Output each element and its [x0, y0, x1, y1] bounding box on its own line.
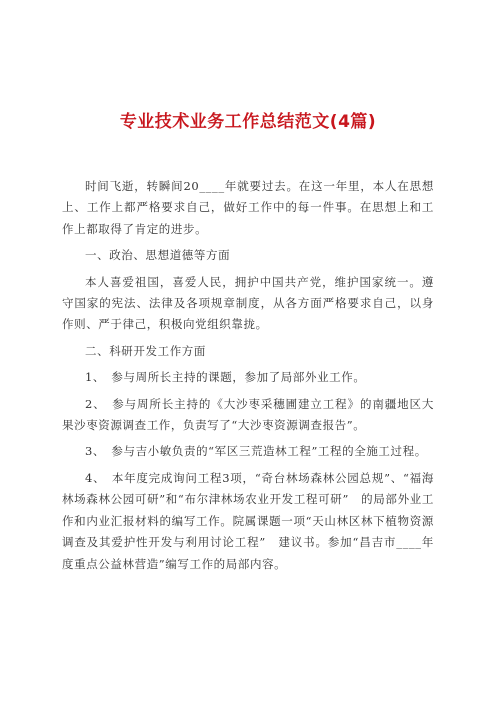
- document-title: 专业技术业务工作总结范文(4篇): [119, 112, 377, 132]
- document-body: [62, 176, 434, 580]
- list-item-2: 2、 参与周所长主持的《大沙枣采穗圃建立工程》的南疆地区大果沙枣资源调查工作，负责写了“大沙枣资源调查报告”。: [62, 396, 434, 433]
- list-item-1: 1、 参与周所长主持的课题，参加了局部外业工作。: [85, 370, 366, 385]
- paragraph-politics: 本人喜爱祖国，喜爱人民，拥护中国共产党，维护国家统一。遵守国家的宪法、法律及各项规章制度，从各方面严格要求自己，以身作则、严于律己，积极向党组织靠拢。: [62, 274, 434, 332]
- paragraph-intro: 时间飞逝，转瞬间20____年就要过去。在这一年里，本人在思想上、工作上都严格要求自己，做好工作中的每一件事。在思想上和工作上都取得了肯定的进步。: [62, 179, 434, 236]
- section-heading-politics: 一、政治、思想道德等方面: [85, 248, 231, 263]
- section-heading-research: 二、科研开发工作方面: [85, 343, 206, 358]
- list-item-4: 4、 本年度完成询问工程3项，“奇台林场森林公园总规”、“福海林场森林公园可研”和“布尔津林场农业开发工程可研” 的局部外业工作和内业汇报材料的编写工作。院属课题一项“天山林区林下植物资源调查及其爱护性开发与利用讨论工程” 建议书。参加“昌吉市____年度重点公益林营造”编写工作的局部内容。: [62, 470, 434, 571]
- list-item-3: 3、 参与吉小敏负责的“军区三荒造林工程”工程的全施工过程。: [85, 444, 427, 459]
